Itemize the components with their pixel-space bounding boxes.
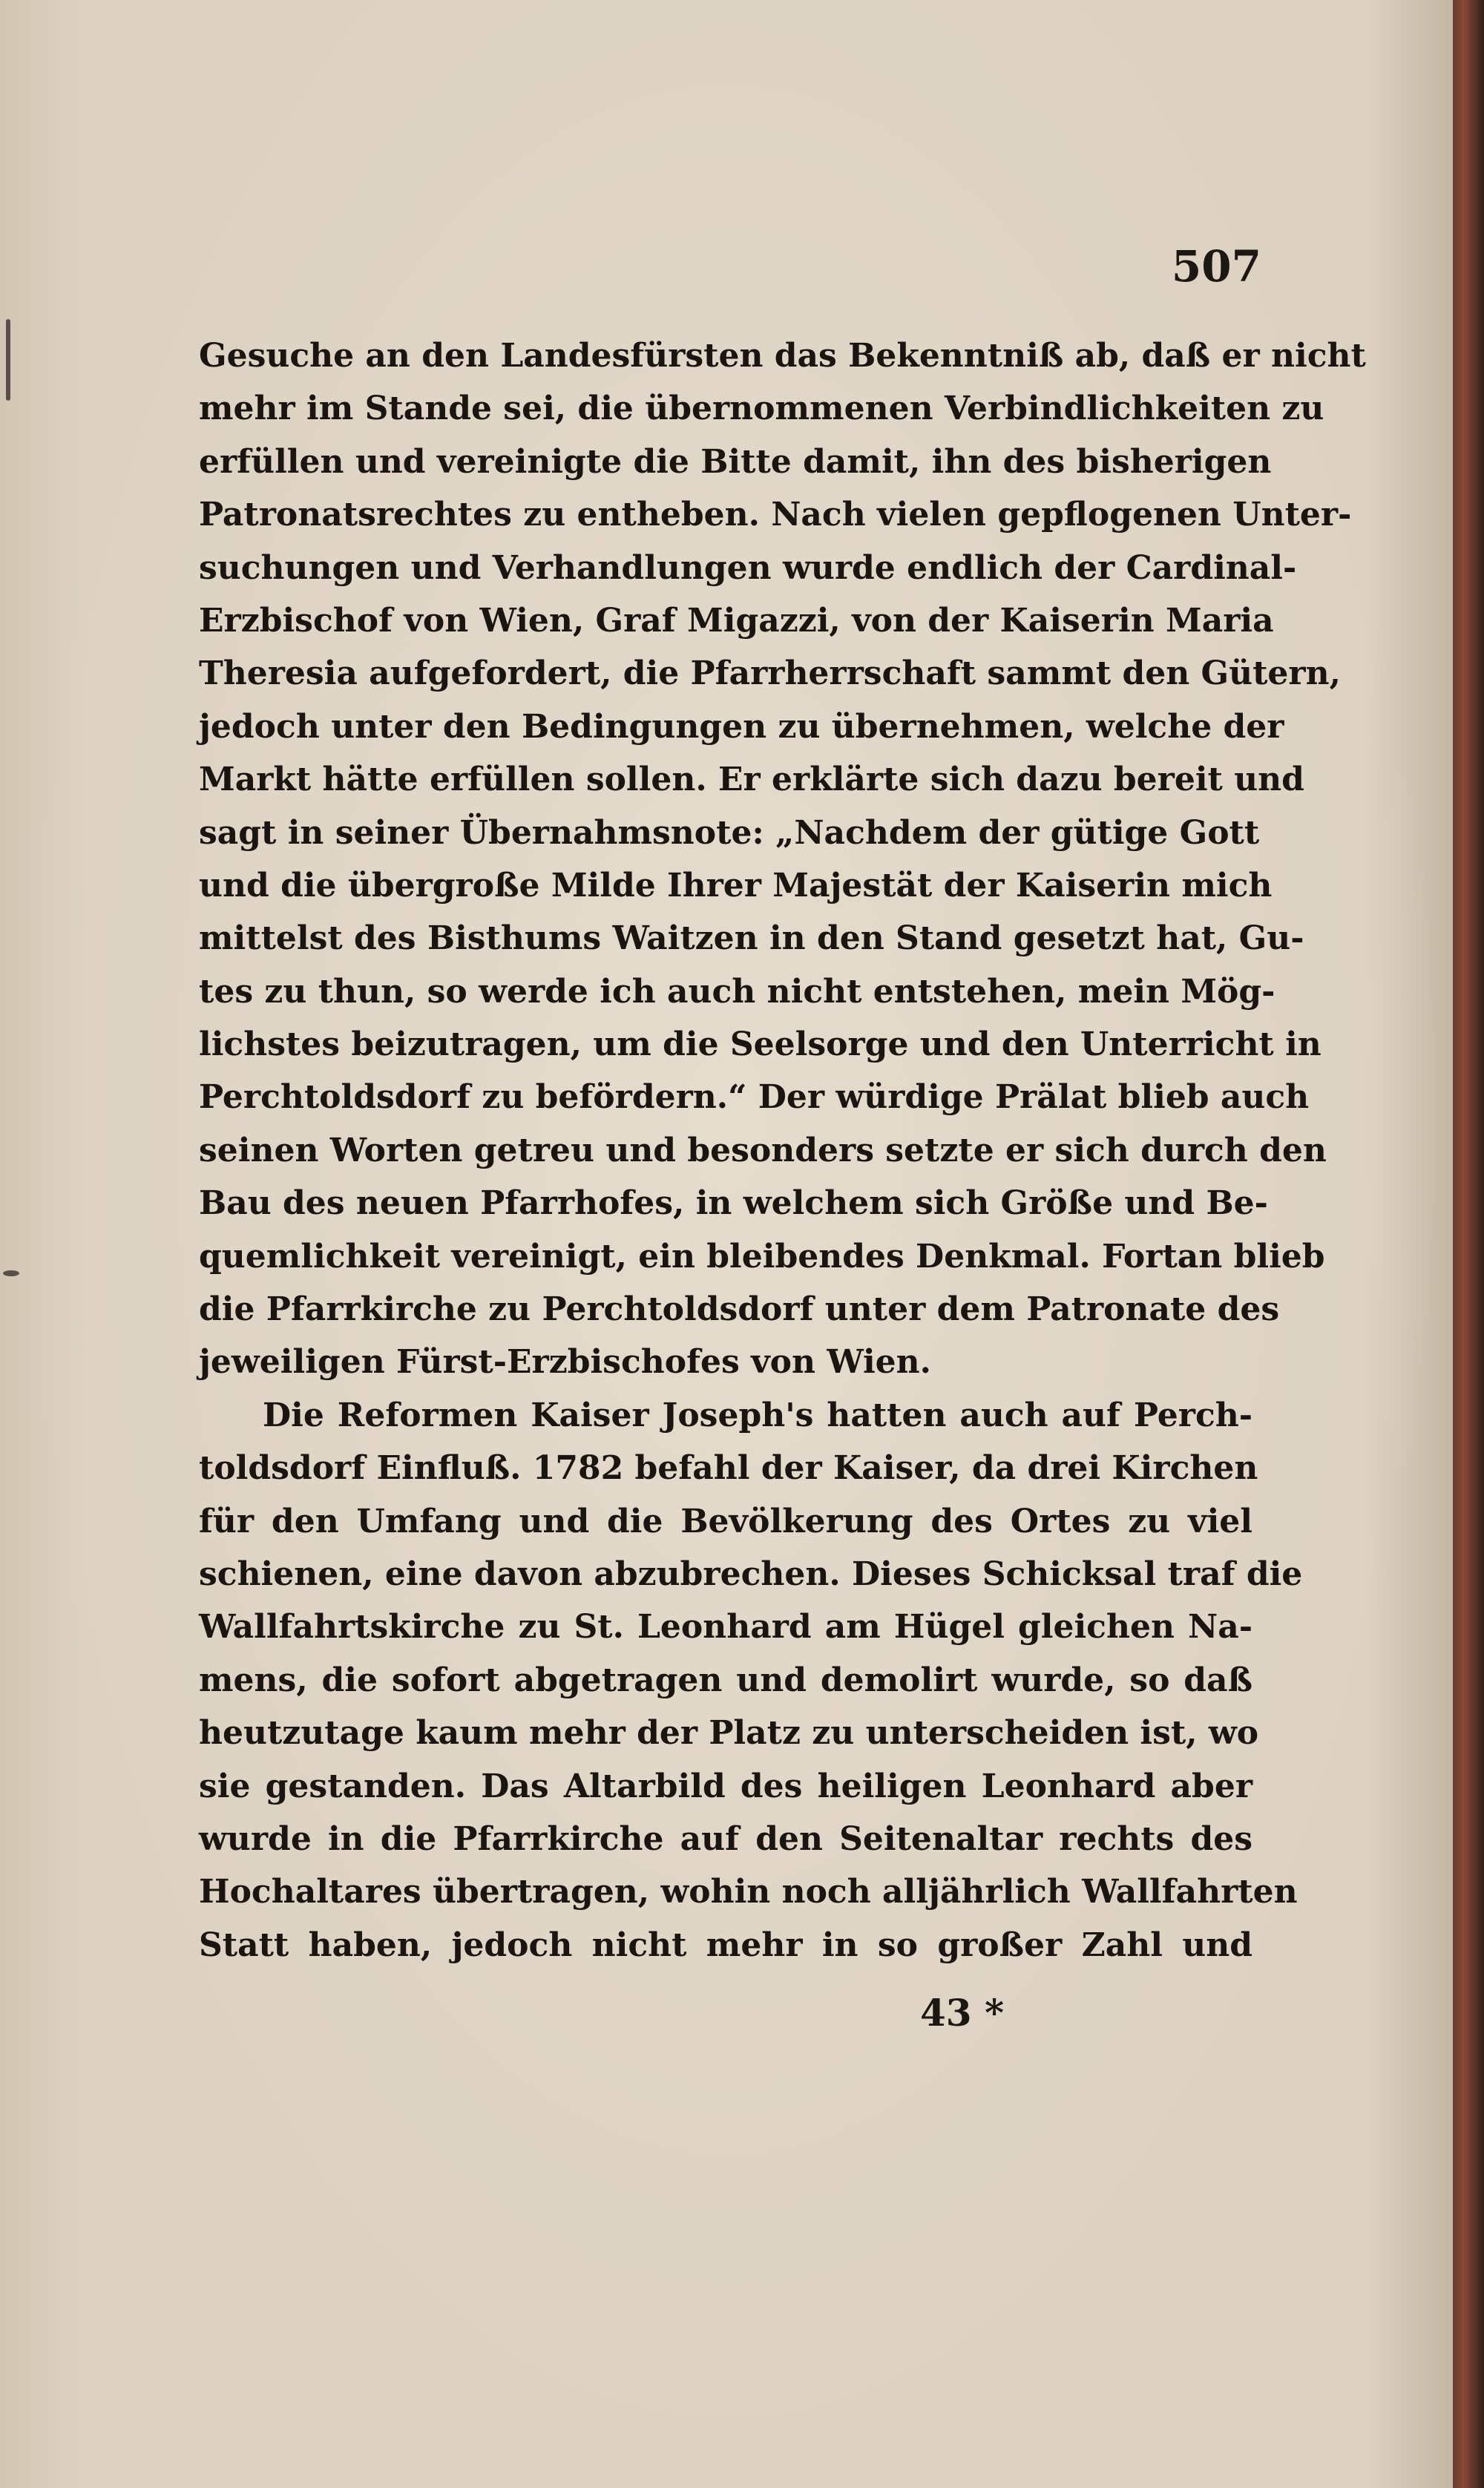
paragraph-2	[199, 1389, 1303, 1972]
text-line: tes zu thun, so werde ich auch nicht entstehen, mein Mög-	[199, 972, 1275, 1011]
signature-mark: 43 *	[920, 1991, 1005, 2035]
ink-spot	[6, 319, 10, 401]
body-text	[199, 329, 1366, 1972]
text-line: seinen Worten getreu und besonders setzte er sich durch den	[199, 1131, 1327, 1169]
text-line: Wallfahrtskirche zu St. Leonhard am Hügel gleichen Na-	[199, 1608, 1252, 1647]
text-line: jedoch unter den Bedingungen zu übernehmen, welche der	[199, 707, 1284, 746]
text-line: mittelst des Bisthums Waitzen in den Stand gesetzt hat, Gu-	[199, 919, 1304, 958]
text-line: schienen, eine davon abzubrechen. Dieses Schicksal traf die	[199, 1555, 1303, 1593]
text-line: Patronatsrechtes zu entheben. Nach vielen gepflogenen Unter-	[199, 496, 1352, 534]
paragraph-1	[199, 329, 1366, 1389]
text-line: Statt haben, jedoch nicht mehr in so großer Zahl und	[199, 1926, 1252, 1964]
text-line: Die Reformen Kaiser Joseph's hatten auch auf Perch-	[263, 1396, 1252, 1434]
text-line: Markt hätte erfüllen sollen. Er erklärte sich dazu bereit und	[199, 761, 1304, 799]
text-line: Bau des neuen Pfarrhofes, in welchem sich Größe und Be-	[199, 1184, 1268, 1223]
text-line: suchungen und Verhandlungen wurde endlich der Cardinal-	[199, 548, 1297, 587]
text-line: die Pfarrkirche zu Perchtoldsdorf unter dem Patronate des	[199, 1290, 1280, 1329]
text-line: jeweiligen Fürst-Erzbischofes von Wien.	[199, 1343, 931, 1382]
text-line: sie gestanden. Das Altarbild des heiligen Leonhard aber	[199, 1767, 1252, 1805]
text-line: Gesuche an den Landesfürsten das Bekenntniß ab, daß er nicht	[199, 337, 1366, 375]
text-line: für den Umfang und die Bevölkerung des Ortes zu viel	[199, 1502, 1252, 1540]
book-cover-edge	[1453, 0, 1484, 2488]
text-line: wurde in die Pfarrkirche auf den Seitenaltar rechts des	[199, 1819, 1252, 1858]
page-number: 507	[1171, 241, 1261, 292]
text-line: Perchtoldsdorf zu befördern.“ Der würdige Prälat blieb auch	[199, 1078, 1310, 1117]
text-line: erfüllen und vereinigte die Bitte damit, ihn des bisherigen	[199, 442, 1272, 481]
text-line: heutzutage kaum mehr der Platz zu unterscheiden ist, wo	[199, 1714, 1259, 1753]
text-line: toldsdorf Einfluß. 1782 befahl der Kaiser, da drei Kirchen	[199, 1449, 1258, 1488]
text-line: Hochaltares übertragen, wohin noch alljährlich Wallfahrten	[199, 1873, 1298, 1911]
text-line: mens, die sofort abgetragen und demolirt wurde, so daß	[199, 1661, 1252, 1699]
text-line: Erzbischof von Wien, Graf Migazzi, von der Kaiserin Maria	[199, 601, 1274, 640]
text-line: und die übergroße Milde Ihrer Majestät der Kaiserin mich	[199, 866, 1273, 905]
text-line: mehr im Stande sei, die übernommenen Verbindlichkeiten zu	[199, 390, 1324, 428]
text-line: sagt in seiner Übernahmsnote: „Nachdem der gütige Gott	[199, 813, 1260, 852]
ink-spot	[3, 1270, 19, 1276]
text-line: lichstes beizutragen, um die Seelsorge und den Unterricht in	[199, 1025, 1322, 1064]
text-line: Theresia aufgefordert, die Pfarrherrschaft sammt den Gütern,	[199, 654, 1341, 693]
text-line: quemlichkeit vereinigt, ein bleibendes Denkmal. Fortan blieb	[199, 1237, 1325, 1276]
